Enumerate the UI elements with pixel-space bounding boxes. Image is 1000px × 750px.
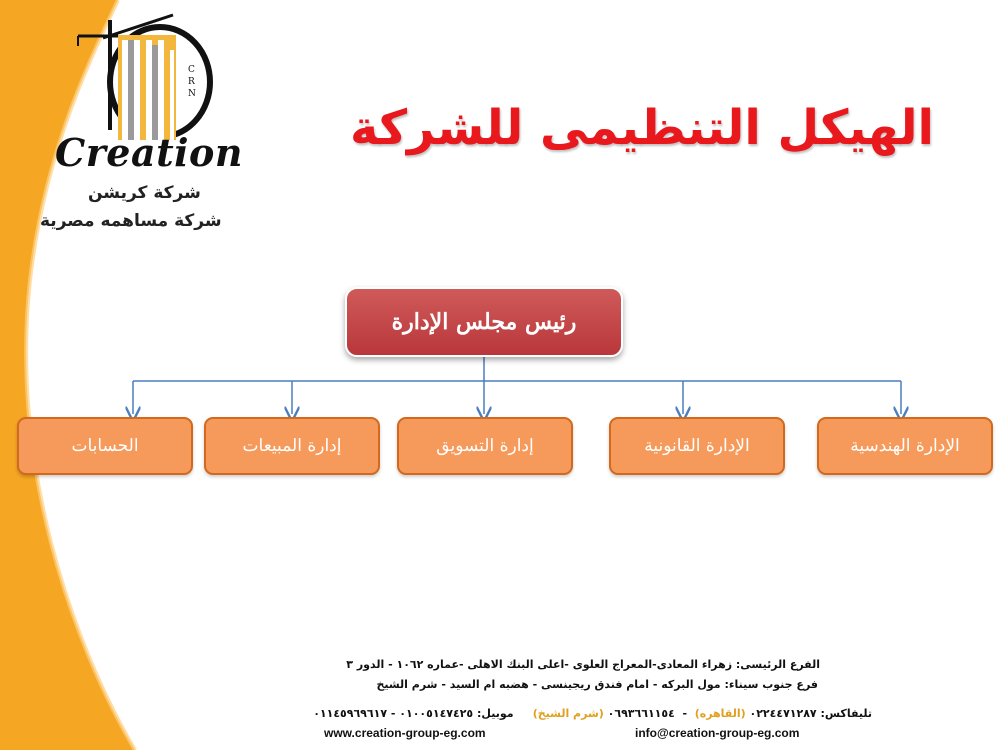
dept-box-accounts [17, 417, 193, 475]
logo-wordmark: Creation [55, 130, 244, 175]
contact-numbers: تليفاكس: ٠٢٢٤٤٧١٢٨٧ (القاهره) - ٠٦٩٣٦٦١١٥٤ (شرم الشيخ) موبيل: ٠١٠٠٥١٤٧٤٢٥ - ٠١١٤٥٩٦٩٦١٧ [313, 707, 872, 720]
email-link[interactable]: info@creation-group-eg.com [635, 726, 800, 740]
company-type: شركة مساهمه مصرية [40, 211, 222, 231]
chairman-box [345, 287, 623, 357]
logo-letter-c: C [188, 65, 195, 75]
dept-box-engineering [817, 417, 993, 475]
dept-box-legal [609, 417, 785, 475]
mobile-numbers: ٠١٠٠٥١٤٧٤٢٥ - ٠١١٤٥٩٦٩٦١٧ [313, 707, 474, 720]
dept-label: الحسابات [71, 436, 139, 456]
mobile-label: موبيل: [476, 707, 514, 720]
fax-cairo: ٠٢٢٤٤٧١٢٨٧ [749, 707, 817, 720]
dept-label: إدارة التسويق [436, 436, 534, 456]
cairo-label: (القاهره) [694, 707, 746, 720]
company-name: شركة كريشن [88, 183, 201, 203]
dept-label: الإدارة الهندسية [850, 436, 960, 456]
sharm-label: (شرم الشيخ) [532, 707, 604, 720]
fax-sharm: ٠٦٩٣٦٦١١٥٤ [607, 707, 675, 720]
main-branch-address: الفرع الرئيسى: زهراء المعادى-المعراج العلوى -اعلى البنك الاهلى -عماره ١٠٦٢ - الدور ٣ [346, 658, 820, 671]
dept-label: إدارة المبيعات [242, 436, 342, 456]
website-link[interactable]: www.creation-group-eg.com [324, 726, 486, 740]
logo-letter-n: N [188, 89, 196, 99]
fax-label: تليفاكس: [820, 707, 872, 720]
page-title: الهيكل التنظيمى للشركة [349, 100, 934, 156]
dept-label: الإدارة القانونية [644, 436, 750, 456]
logo-letter-r: R [188, 77, 195, 87]
chairman-label: رئيس مجلس الإدارة [391, 309, 577, 335]
dept-box-sales [204, 417, 380, 475]
dept-box-marketing [397, 417, 573, 475]
sinai-branch-address: فرع جنوب سيناء: مول البركه - امام فندق ريجينسى - هضبه ام السيد - شرم الشيخ [376, 678, 818, 691]
